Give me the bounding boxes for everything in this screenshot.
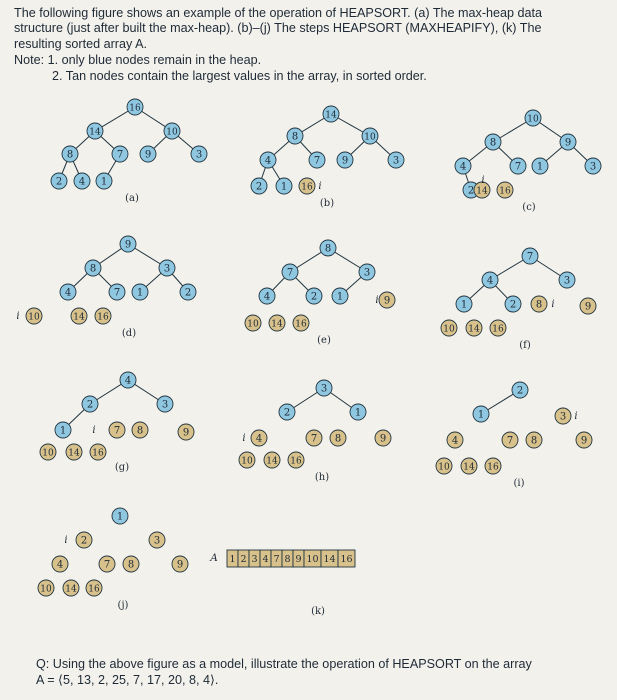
heap-node-value: 14 — [73, 312, 85, 323]
panel-label: (i) — [513, 478, 525, 489]
heap-node-value: 10 — [42, 448, 54, 459]
heap-node-value: 8 — [136, 425, 144, 437]
heap-node-value: 2 — [283, 407, 291, 419]
array-cell-value: 1 — [229, 554, 236, 565]
heap-node — [362, 128, 378, 144]
heap-node-value: 14 — [89, 127, 101, 138]
heap-node-value: 8 — [291, 131, 299, 143]
panel-label: (c) — [522, 202, 536, 213]
heap-node — [276, 178, 292, 194]
heap-node — [309, 152, 325, 168]
heap-node — [447, 432, 463, 448]
heap-node — [332, 288, 348, 304]
question-line-1: Q: Using the above figure as a model, illustrate the operation of HEAPSORT on the array — [36, 657, 532, 671]
panel-label: (d) — [121, 328, 137, 339]
heap-node — [40, 444, 56, 460]
heap-node — [330, 430, 346, 446]
heap-node — [455, 158, 471, 174]
heap-panel — [40, 372, 194, 473]
heap-node — [120, 372, 136, 388]
question-text — [36, 656, 596, 688]
heap-node — [288, 452, 304, 468]
heap-node — [109, 284, 125, 300]
heap-node-value: 4 — [451, 435, 459, 447]
heap-node — [157, 396, 173, 412]
heap-node-value: 10 — [40, 584, 52, 595]
heap-node-value: 7 — [286, 267, 294, 279]
heap-node — [485, 134, 501, 150]
iteration-marker: i — [64, 535, 68, 546]
heap-node — [375, 430, 391, 446]
heap-node-value: 14 — [68, 448, 80, 459]
heap-node — [350, 404, 366, 420]
heap-node-value: 2 — [55, 176, 63, 188]
heap-node-value: 1 — [336, 291, 344, 303]
heap-node — [482, 272, 498, 288]
heap-node — [159, 260, 175, 276]
heap-node-value: 8 — [334, 433, 342, 445]
note-2: 2. Tan nodes contain the largest values in the array, in sorted order. — [52, 68, 427, 83]
heap-node-value: 16 — [295, 319, 307, 330]
heap-node-value: 3 — [559, 411, 567, 423]
heap-node-value: 14 — [65, 584, 77, 595]
heap-node — [87, 123, 103, 139]
heap-node-value: 8 — [89, 263, 97, 275]
panel-label: (k) — [311, 606, 325, 617]
heap-node — [485, 458, 501, 474]
heap-node-value: 8 — [535, 299, 543, 311]
heap-node-value: 14 — [266, 456, 278, 467]
heap-node — [26, 308, 42, 324]
heap-node — [96, 173, 112, 189]
heap-node-value: 14 — [463, 462, 475, 473]
heap-node-value: 14 — [271, 319, 283, 330]
heap-node-value: 7 — [113, 425, 121, 437]
heap-node — [74, 173, 90, 189]
note-1: Note: 1. only blue nodes remain in the heap. — [14, 53, 262, 68]
heap-panel — [436, 382, 592, 489]
heap-node — [580, 298, 596, 314]
heap-node-value: 7 — [506, 435, 514, 447]
heap-node-value: 9 — [580, 435, 588, 447]
heap-node — [456, 296, 472, 312]
iteration-marker: i — [574, 411, 578, 422]
heap-node — [140, 146, 156, 162]
panel-label: (g) — [114, 462, 130, 473]
heap-node — [473, 406, 489, 422]
heap-panel — [16, 236, 196, 339]
heap-node-value: 16 — [290, 456, 302, 467]
heap-node-value: 1 — [460, 299, 468, 311]
heap-node-value: 16 — [301, 182, 313, 193]
heap-node-value: 16 — [129, 103, 141, 114]
heap-node — [461, 458, 477, 474]
heap-node — [282, 264, 298, 280]
heap-node — [112, 146, 128, 162]
array-cell-value: 14 — [323, 554, 336, 565]
heap-node — [525, 110, 541, 126]
heap-node-value: 16 — [97, 312, 109, 323]
heap-node — [388, 152, 404, 168]
heap-node — [66, 444, 82, 460]
heap-node-value: 10 — [527, 114, 539, 125]
iteration-marker: i — [481, 175, 485, 186]
intro-line-2: structure (just after built the max-heap). (b)–(j) The steps HEAPSORT (MAXHEAPIFY), (k) The — [14, 21, 542, 36]
heap-node — [172, 556, 188, 572]
intro-line-1: The following figure shows an example of the operation of HEAPSORT. (a) The max-heap data — [14, 6, 543, 20]
heap-node — [293, 315, 309, 331]
heap-node-value: 9 — [124, 239, 132, 251]
heap-node — [441, 320, 457, 336]
heap-node-value: 4 — [459, 161, 467, 173]
heap-node — [52, 556, 68, 572]
heap-node — [316, 380, 332, 396]
heap-node — [95, 308, 111, 324]
heap-node — [120, 236, 136, 252]
heap-node — [306, 430, 322, 446]
heap-node — [532, 158, 548, 174]
heap-node-value: 7 — [313, 155, 321, 167]
heap-node-value: 1 — [116, 511, 124, 523]
heap-node — [269, 315, 285, 331]
heap-node — [51, 173, 67, 189]
heap-node — [490, 320, 506, 336]
heap-node — [62, 146, 78, 162]
heap-node — [502, 432, 518, 448]
panel-label: (e) — [317, 335, 331, 346]
heap-node — [132, 284, 148, 300]
heap-node — [90, 444, 106, 460]
heap-node — [149, 532, 165, 548]
heap-node — [512, 382, 528, 398]
array-cell-value: 7 — [273, 554, 280, 565]
heap-node-value: 14 — [325, 110, 337, 121]
heap-node-value: 3 — [195, 149, 203, 161]
array-cell-value: 16 — [340, 554, 353, 565]
heap-node-value: 2 — [467, 185, 475, 197]
array-cell-value: 2 — [240, 554, 247, 565]
heap-node — [522, 248, 538, 264]
heap-node-value: 2 — [184, 287, 192, 299]
heap-node — [86, 580, 102, 596]
heap-node-value: 16 — [492, 324, 504, 335]
heap-node-value: 8 — [324, 243, 332, 255]
heap-node-value: 16 — [487, 462, 499, 473]
heap-node-value: 3 — [589, 161, 597, 173]
heap-node — [466, 320, 482, 336]
heap-panel — [51, 99, 207, 204]
heap-node-value: 8 — [127, 559, 135, 571]
heap-node-value: 3 — [163, 263, 171, 275]
panel-label: (a) — [125, 193, 139, 204]
question-line-2: A = ⟨5, 13, 2, 25, 7, 17, 20, 8, 4⟩. — [36, 673, 219, 687]
heap-node — [112, 508, 128, 524]
heap-node — [436, 458, 452, 474]
heap-node-value: 9 — [182, 427, 190, 439]
heap-node-value: 3 — [153, 535, 161, 547]
heap-node — [260, 152, 276, 168]
heap-node-value: 9 — [144, 149, 152, 161]
heap-panel — [441, 248, 596, 351]
heap-node-value: 9 — [379, 433, 387, 445]
heap-node-value: 16 — [92, 448, 104, 459]
heap-node-value: 10 — [247, 319, 259, 330]
heap-panel — [239, 380, 391, 483]
array-cell-value: 4 — [262, 554, 269, 565]
heap-node — [76, 532, 92, 548]
heap-node — [306, 288, 322, 304]
heap-panel — [251, 106, 404, 209]
heap-node — [164, 123, 180, 139]
heap-node — [127, 99, 143, 115]
heap-panel — [245, 240, 395, 346]
iteration-marker: i — [16, 311, 20, 322]
heap-node-value: 2 — [255, 181, 263, 193]
heap-node-value: 2 — [509, 299, 517, 311]
heap-node — [239, 452, 255, 468]
heap-node-value: 14 — [476, 186, 488, 197]
intro-line-3: resulting sorted array A. — [14, 36, 147, 51]
heap-node — [99, 556, 115, 572]
heap-node — [55, 422, 71, 438]
heap-node-value: 9 — [383, 295, 391, 307]
heap-node-value: 9 — [564, 137, 572, 149]
heap-node — [259, 288, 275, 304]
heap-node — [63, 580, 79, 596]
heap-node — [497, 182, 513, 198]
heap-node — [180, 284, 196, 300]
array-cell-value: 9 — [295, 554, 302, 565]
heap-node — [60, 284, 76, 300]
heap-node — [505, 296, 521, 312]
heap-node — [526, 432, 542, 448]
iteration-marker: i — [242, 433, 246, 444]
heap-node — [337, 152, 353, 168]
heap-node-value: 10 — [166, 127, 178, 138]
heap-node — [555, 408, 571, 424]
heap-node-value: 10 — [364, 132, 376, 143]
heap-node-value: 3 — [392, 155, 400, 167]
heap-panel — [455, 110, 601, 213]
heap-node — [585, 158, 601, 174]
heap-node-value: 3 — [161, 399, 169, 411]
heap-node-value: 7 — [103, 559, 111, 571]
heap-node-value: 1 — [536, 161, 544, 173]
heap-node-value: 9 — [584, 301, 592, 313]
heap-node-value: 14 — [468, 324, 480, 335]
panel-label: (h) — [314, 472, 330, 483]
array-cell-value: 8 — [284, 554, 291, 565]
heap-node — [251, 430, 267, 446]
heap-node — [510, 158, 526, 174]
heap-node — [245, 315, 261, 331]
heap-node — [38, 580, 54, 596]
heap-node-value: 1 — [280, 181, 288, 193]
panel-label: (f) — [519, 340, 531, 351]
heap-node — [320, 240, 336, 256]
heap-node-value: 4 — [78, 176, 86, 188]
heap-node — [287, 128, 303, 144]
iteration-marker: i — [551, 299, 555, 310]
heap-node — [560, 134, 576, 150]
heap-node — [359, 264, 375, 280]
heap-node — [82, 396, 98, 412]
heap-node-value: 4 — [124, 375, 132, 387]
sorted-array — [209, 550, 355, 617]
heap-node-value: 7 — [526, 251, 534, 263]
heap-node-value: 4 — [255, 433, 263, 445]
heap-node-value: 1 — [136, 287, 144, 299]
heap-node-value: 4 — [64, 287, 72, 299]
heap-node — [531, 296, 547, 312]
heap-node-value: 10 — [28, 312, 40, 323]
heap-node-value: 1 — [59, 425, 67, 437]
heap-node — [132, 422, 148, 438]
heap-node-value: 10 — [443, 324, 455, 335]
heap-node-value: 8 — [530, 435, 538, 447]
heap-node — [576, 432, 592, 448]
heap-node-value: 2 — [80, 535, 88, 547]
heap-node-value: 9 — [176, 559, 184, 571]
panel-label: (j) — [117, 600, 129, 611]
heap-node — [123, 556, 139, 572]
heap-node-value: 8 — [489, 137, 497, 149]
heap-node — [109, 422, 125, 438]
heap-node-value: 16 — [88, 584, 100, 595]
heap-node — [251, 178, 267, 194]
heap-node — [323, 106, 339, 122]
heap-node — [85, 260, 101, 276]
heap-node-value: 7 — [116, 149, 124, 161]
heap-node-value: 7 — [310, 433, 318, 445]
iteration-marker: i — [318, 181, 322, 192]
heap-node-value: 3 — [320, 383, 328, 395]
iteration-marker: i — [92, 425, 96, 436]
heap-node-value: 4 — [264, 155, 272, 167]
heap-node-value: 4 — [56, 559, 64, 571]
heap-node-value: 1 — [100, 176, 108, 188]
heap-node-value: 1 — [477, 409, 485, 421]
heap-node — [178, 424, 194, 440]
heap-node-value: 7 — [514, 161, 522, 173]
heap-node — [71, 308, 87, 324]
heap-node — [379, 292, 395, 308]
array-name: A — [210, 552, 218, 564]
heap-node-value: 2 — [516, 385, 524, 397]
heap-node-value: 10 — [438, 462, 450, 473]
iteration-marker: i — [375, 295, 379, 306]
heap-node-value: 16 — [499, 186, 511, 197]
heap-node-value: 3 — [563, 275, 571, 287]
heap-node-value: 8 — [66, 149, 74, 161]
heap-node-value: 9 — [341, 155, 349, 167]
heap-node — [279, 404, 295, 420]
heap-node-value: 4 — [486, 275, 494, 287]
heap-node-value: 7 — [113, 287, 121, 299]
heap-node — [559, 272, 575, 288]
heap-node — [264, 452, 280, 468]
array-cell-value: 3 — [251, 554, 258, 565]
heap-node-value: 1 — [354, 407, 362, 419]
heap-node-value: 2 — [86, 399, 94, 411]
heap-node — [191, 146, 207, 162]
heap-node-value: 2 — [310, 291, 318, 303]
heap-node-value: 10 — [241, 456, 253, 467]
panel-label: (b) — [319, 198, 335, 209]
heap-node-value: 4 — [263, 291, 271, 303]
array-cell-value: 10 — [306, 554, 319, 565]
heap-node-value: 3 — [363, 267, 371, 279]
heap-panel — [38, 508, 188, 611]
heap-node — [299, 178, 315, 194]
